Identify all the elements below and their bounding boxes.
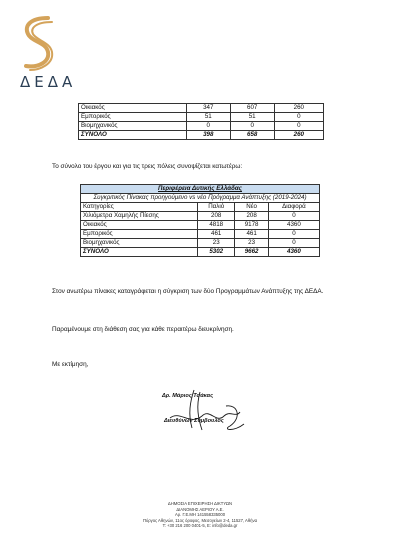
value-cell: 0 <box>274 113 323 122</box>
value-cell: 461 <box>235 230 268 239</box>
footer-line: ΔΗΜΟΣΙΑ ΕΠΙΧΕΙΡΗΣΗ ΔΙΚΤΥΩΝ <box>167 501 233 506</box>
value-cell: 607 <box>230 104 274 113</box>
value-cell: 0 <box>186 122 230 131</box>
value-cell: 4360 <box>268 221 319 230</box>
table-subtitle: Συγκριτικός Πίνακας προηγούμενο vs νέο Πρόγραμμα Ανάπτυξης (2019-2024) <box>81 194 320 203</box>
comparison-note: Στον ανωτέρω πίνακες καταγράφεται η σύγκριση των δύο Προγραμμάτων Ανάπτυξης της ΔΕΔΑ. <box>52 288 324 295</box>
total-row <box>79 131 324 140</box>
category-cell: Βιομηχανικός <box>81 239 198 248</box>
value-cell: 0 <box>268 230 319 239</box>
value-cell: 23 <box>198 239 235 248</box>
column-header: Παλιό <box>198 203 235 212</box>
table-row <box>79 113 324 122</box>
value-cell: 23 <box>235 239 268 248</box>
company-footer <box>0 501 400 529</box>
logo-text: ΔΕΔΑ <box>20 73 77 91</box>
salutation: Με εκτίμηση, <box>52 361 89 368</box>
summary-table <box>78 103 324 140</box>
closing-paragraph: Παραμένουμε στη διάθεση σας για κάθε περαιτέρω διευκρίνηση. <box>52 326 234 333</box>
value-cell: 208 <box>198 212 235 221</box>
value-cell: 9178 <box>235 221 268 230</box>
footer-line: Τ: +30 216 200 0401-5, Ε: info@deda.gr <box>162 523 238 529</box>
total-label: ΣΥΝΟΛΟ <box>81 248 198 257</box>
value-cell: 208 <box>235 212 268 221</box>
category-cell: Βιομηχανικός <box>79 122 187 131</box>
category-cell: Χιλιόμετρα Χαμηλής Πίεσης <box>81 212 198 221</box>
value-cell: 0 <box>230 122 274 131</box>
value-cell: 0 <box>268 239 319 248</box>
total-label: ΣΥΝΟΛΟ <box>79 131 187 140</box>
total-value: 260 <box>274 131 323 140</box>
table-row <box>81 230 320 239</box>
total-value: 398 <box>186 131 230 140</box>
value-cell: 347 <box>186 104 230 113</box>
value-cell: 260 <box>274 104 323 113</box>
category-cell: Οικιακός <box>79 104 187 113</box>
column-header: Κατηγορίες <box>81 203 198 212</box>
table-row <box>81 221 320 230</box>
deda-s-logo-icon <box>20 14 56 72</box>
footer-line: Πύργος Αθηνών, 11ος όροφος, Μεσογείων 2-4, 11527, Αθήνα <box>142 517 258 523</box>
table-row <box>79 104 324 113</box>
header-row <box>81 203 320 212</box>
footer-line: ΔΙΑΝΟΜΗΣ ΑΕΡΙΟΥ Α.Ε. <box>176 506 224 512</box>
region-header-row <box>81 185 320 194</box>
value-cell: 51 <box>186 113 230 122</box>
total-value: 9662 <box>235 248 268 257</box>
subtitle-row <box>81 194 320 203</box>
total-value: 5302 <box>198 248 235 257</box>
value-cell: 0 <box>274 122 323 131</box>
category-cell: Εμπορικός <box>81 230 198 239</box>
signatory-name: Δρ. Μάριος Τσάκας <box>162 393 214 399</box>
value-cell: 0 <box>268 212 319 221</box>
signatory-title: Διευθύνων Σύμβουλος <box>164 418 224 424</box>
table-row <box>81 212 320 221</box>
column-header: Νέο <box>235 203 268 212</box>
company-logo <box>20 14 80 91</box>
value-cell: 461 <box>198 230 235 239</box>
intro-paragraph: Το σύνολο του έργου και για τις τρεις πόλεις συνοψίζεται κατωτέρω: <box>52 163 243 170</box>
value-cell: 51 <box>230 113 274 122</box>
total-row <box>81 248 320 257</box>
category-cell: Εμπορικός <box>79 113 187 122</box>
comparison-table <box>80 184 320 257</box>
value-cell: 4818 <box>198 221 235 230</box>
footer-line: Αρ. Γ.Ε.ΜΗ 141558335000 <box>174 512 226 518</box>
column-header: Διαφορά <box>268 203 319 212</box>
total-value: 658 <box>230 131 274 140</box>
category-cell: Οικιακός <box>81 221 198 230</box>
total-value: 4360 <box>268 248 319 257</box>
region-title: Περιφέρεια Δυτικής Ελλάδας <box>81 185 320 194</box>
table-row <box>79 122 324 131</box>
table-row <box>81 239 320 248</box>
